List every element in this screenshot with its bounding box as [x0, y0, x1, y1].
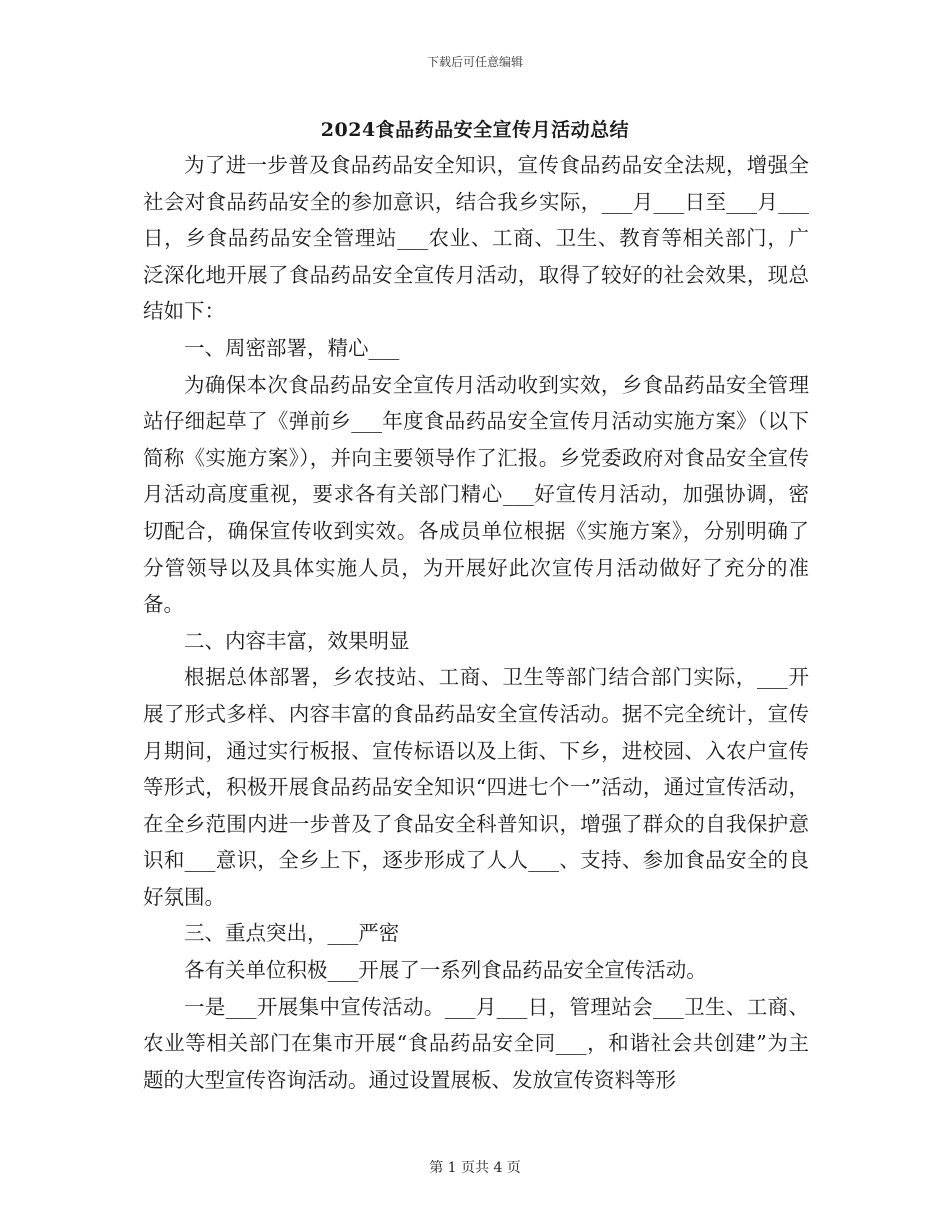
- section-paragraph-1: 为确保本次食品药品安全宣传月活动收到实效，乡食品药品安全管理站仔细起草了《弹前乡___年度食品药品安全宣传月活动实施方案》（以下简称《实施方案》），并向主要领导作了汇报。乡党委政府对食品安全宣传月活动高度重视，要求各有关部门精心___好宣传月活动，加强协调，密切配合，确保宣传收到实效。各成员单位根据《实施方案》，分别明确了分管领导以及具体实施人员，为开展好此次宣传月活动做好了充分的准备。: [143, 372, 809, 617]
- page-indicator: 第 1 页共 4 页: [429, 1160, 521, 1176]
- intro-paragraph: 为了进一步普及食品药品安全知识，宣传食品药品安全法规，增强全社会对食品药品安全的参加意识，结合我乡实际，___月___日至___月___日，乡食品药品安全管理站___农业、工商、卫生、教育等相关部门，广泛深化地开展了食品药品安全宣传月活动，取得了较好的社会效果，现总结如下：: [143, 153, 809, 324]
- section-paragraph-2: 根据总体部署，乡农技站、工商、卫生等部门结合部门实际，___开展了形式多样、内容丰富的食品药品安全宣传活动。据不完全统计，宣传月期间，通过实行板报、宣传标语以及上街、下乡，进校园、入农户宣传等形式，积极开展食品药品安全知识“四进七个一”活动，通过宣传活动，在全乡范围内进一步普及了食品安全科普知识，增强了群众的自我保护意识和___意识，全乡上下，逐步形成了人人___、支持、参加食品安全的良好氛围。: [143, 665, 809, 909]
- document-body: [143, 147, 809, 1098]
- section-heading-3: 三、重点突出，___严密: [184, 921, 400, 946]
- section-paragraph-3: 各有关单位积极___开展了一系列食品药品安全宣传活动。: [184, 958, 707, 983]
- header-note: 下载后可任意编辑: [426, 55, 523, 69]
- document-title: 2024食品药品安全宣传月活动总结: [320, 119, 630, 141]
- section-heading-1: 一、周密部署，精心___: [184, 335, 400, 360]
- section-paragraph-4: 一是___开展集中宣传活动。___月___日，管理站会___卫生、工商、农业等相关部门在集市开展“食品药品安全同___，和谐社会共创建”为主题的大型宣传咨询活动。通过设置展板、发放宣传资料等形: [143, 994, 809, 1092]
- section-heading-2: 二、内容丰富，效果明显: [184, 628, 410, 653]
